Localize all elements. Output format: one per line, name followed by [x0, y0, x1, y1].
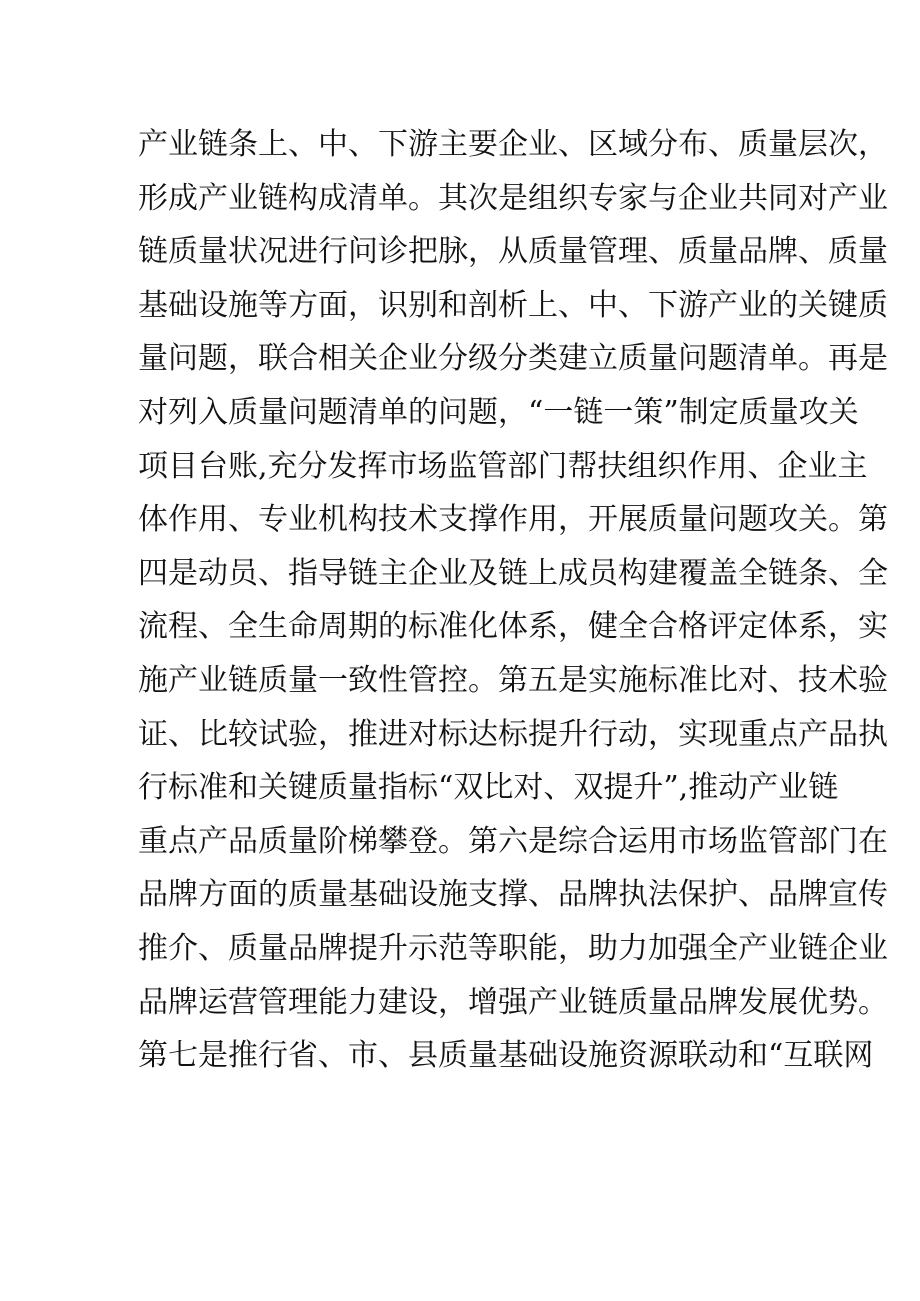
text-line: 链质量状况进行问诊把脉，从质量管理、质量品牌、质量	[138, 234, 888, 270]
text-line: 施产业链质量一致性管控。第五是实施标准比对、技术验	[138, 662, 888, 698]
text-line: 推介、质量品牌提升示范等职能，助力加强全产业链企业	[138, 930, 888, 966]
text-line: 行标准和关键质量指标“双比对、双提升”,推动产业链	[138, 770, 839, 806]
text-line: 四是动员、指导链主企业及链上成员构建覆盖全链条、全	[138, 555, 888, 591]
text-line: 产业链条上、中、下游主要企业、区域分布、质量层次，	[138, 127, 888, 162]
text-line: 品牌方面的质量基础设施支撑、品牌执法保护、品牌宣传	[138, 877, 888, 913]
text-line: 品牌运营管理能力建设，增强产业链质量品牌发展优势。	[138, 984, 888, 1020]
text-line: 重点产品质量阶梯攀登。第六是综合运用市场监管部门在	[138, 823, 888, 859]
body-paragraph	[138, 121, 888, 1086]
text-line: 第七是推行省、市、县质量基础设施资源联动和“互联网	[138, 1038, 874, 1074]
text-line: 证、比较试验，推进对标达标提升行动，实现重点产品执	[138, 716, 888, 752]
text-line: 项目台账,充分发挥市场监管部门帮扶组织作用、企业主	[138, 448, 868, 484]
text-line: 基础设施等方面，识别和剖析上、中、下游产业的关键质	[138, 287, 888, 323]
text-line: 对列入质量问题清单的问题，“一链一策”制定质量攻关	[138, 394, 859, 430]
text-line: 流程、全生命周期的标准化体系，健全合格评定体系，实	[138, 609, 888, 645]
text-line: 形成产业链构成清单。其次是组织专家与企业共同对产业	[138, 180, 888, 216]
text-line: 体作用、专业机构技术支撑作用，开展质量问题攻关。第	[138, 502, 888, 538]
text-line: 量问题，联合相关企业分级分类建立质量问题清单。再是	[138, 341, 888, 377]
